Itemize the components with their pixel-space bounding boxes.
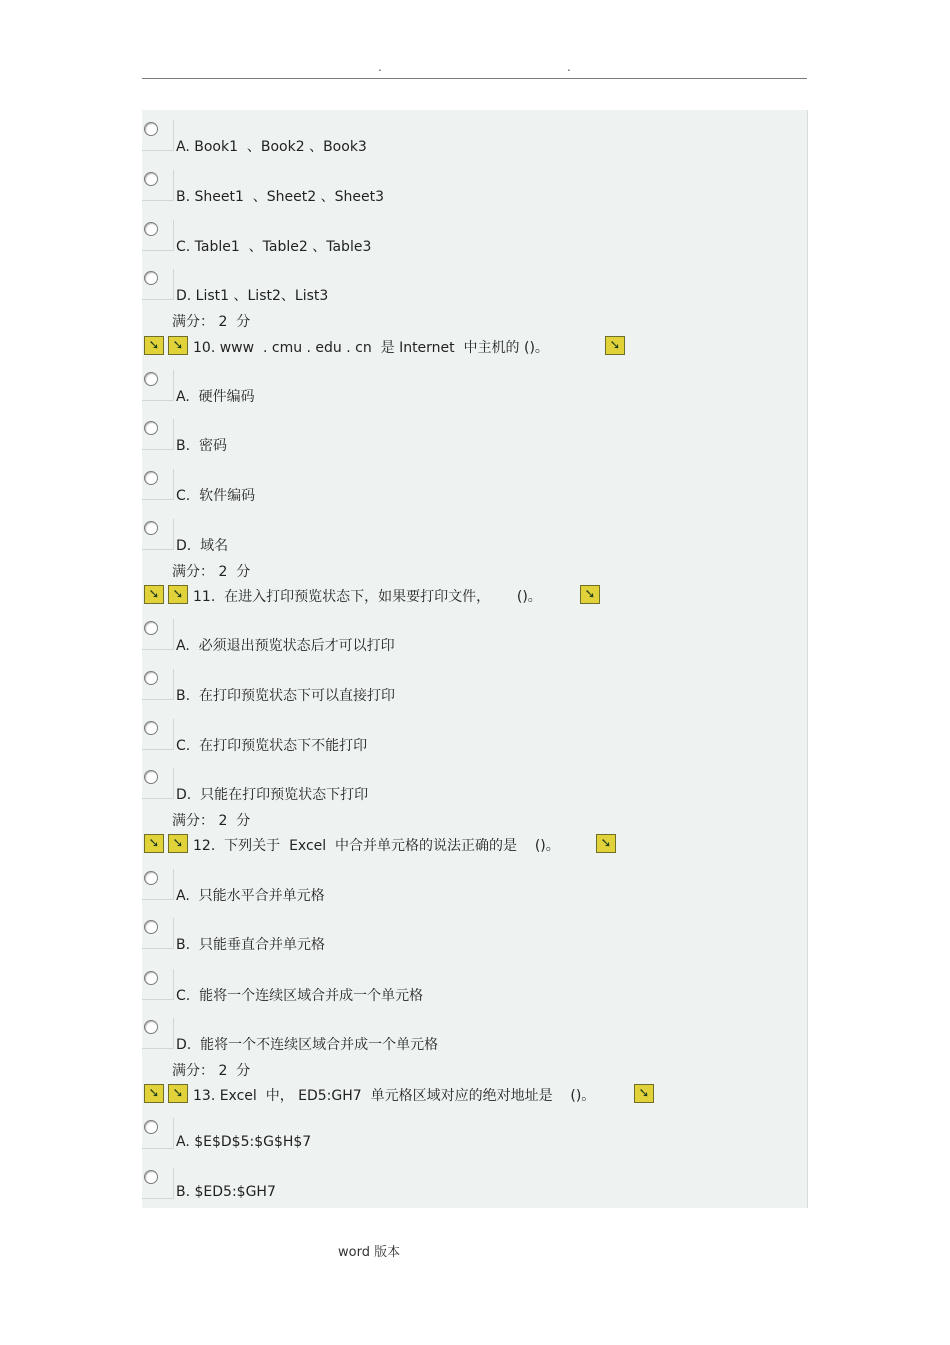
score-label: 满分： 2 分 <box>172 564 251 580</box>
option-label: A. 硬件编码 <box>176 389 255 405</box>
question-text: 11. 在进入打印预览状态下，如果要打印文件， ()。 <box>193 589 542 605</box>
option-cell <box>142 419 174 450</box>
option-cell <box>142 269 174 300</box>
option-cell <box>142 869 174 900</box>
arrow-icon[interactable]: ➘ <box>634 1084 654 1103</box>
option-label: D. 能将一个不连续区域合并成一个单元格 <box>176 1037 439 1053</box>
option-label: D. List1 、List2、List3 <box>176 288 329 304</box>
option-label: A. $E$D$5:$G$H$7 <box>176 1134 312 1150</box>
arrow-icon[interactable]: ➘ <box>168 585 188 604</box>
option-cell <box>142 1118 174 1149</box>
arrow-icon[interactable]: ➘ <box>168 834 188 853</box>
score-label: 满分： 2 分 <box>172 1063 251 1079</box>
option-label: A. 只能水平合并单元格 <box>176 888 325 904</box>
arrow-icon[interactable]: ➘ <box>144 1084 164 1103</box>
option-label: D. 域名 <box>176 538 229 554</box>
option-label: B. Sheet1 、Sheet2 、Sheet3 <box>176 189 385 205</box>
option-label: C. 能将一个连续区域合并成一个单元格 <box>176 988 424 1004</box>
option-cell <box>142 669 174 700</box>
footer-text: word 版本 <box>338 1245 401 1260</box>
arrow-icon[interactable]: ➘ <box>144 336 164 355</box>
arrow-icon[interactable]: ➘ <box>144 834 164 853</box>
header-dot-right: . <box>567 60 571 74</box>
option-cell <box>142 768 174 799</box>
option-label: D. 只能在打印预览状态下打印 <box>176 787 369 803</box>
score-label: 满分： 2 分 <box>172 813 251 829</box>
quiz-panel <box>142 110 808 1208</box>
option-cell <box>142 619 174 650</box>
arrow-icon[interactable]: ➘ <box>144 585 164 604</box>
option-label: B. 在打印预览状态下可以直接打印 <box>176 688 395 704</box>
header-dot-left: . <box>378 60 382 74</box>
arrow-icon[interactable]: ➘ <box>168 1084 188 1103</box>
option-cell <box>142 1168 174 1199</box>
panel-edge <box>807 110 808 1208</box>
arrow-icon[interactable]: ➘ <box>580 585 600 604</box>
option-cell <box>142 220 174 251</box>
option-label: C. 软件编码 <box>176 488 256 504</box>
score-label: 满分： 2 分 <box>172 314 251 330</box>
option-label: A. 必须退出预览状态后才可以打印 <box>176 638 395 654</box>
option-cell <box>142 969 174 1000</box>
option-label: B. 密码 <box>176 438 227 454</box>
option-label: C. Table1 、Table2 、Table3 <box>176 239 372 255</box>
option-cell <box>142 370 174 401</box>
option-cell <box>142 719 174 750</box>
option-label: A. Book1 、Book2 、Book3 <box>176 139 367 155</box>
question-text: 10. www . cmu . edu . cn 是 Internet 中主机的 ()。 <box>193 340 549 356</box>
option-cell <box>142 1018 174 1049</box>
arrow-icon[interactable]: ➘ <box>605 336 625 355</box>
option-cell <box>142 170 174 201</box>
option-cell <box>142 918 174 949</box>
option-cell <box>142 519 174 550</box>
option-label: B. $ED5:$GH7 <box>176 1184 276 1200</box>
header-rule <box>142 78 807 79</box>
arrow-icon[interactable]: ➘ <box>596 834 616 853</box>
option-cell <box>142 120 174 151</box>
question-text: 12. 下列关于 Excel 中合并单元格的说法正确的是 ()。 <box>193 838 560 854</box>
option-cell <box>142 469 174 500</box>
arrow-icon[interactable]: ➘ <box>168 336 188 355</box>
option-label: B. 只能垂直合并单元格 <box>176 937 325 953</box>
option-label: C. 在打印预览状态下不能打印 <box>176 738 368 754</box>
question-text: 13. Excel 中， ED5:GH7 单元格区域对应的绝对地址是 ()。 <box>193 1088 596 1104</box>
